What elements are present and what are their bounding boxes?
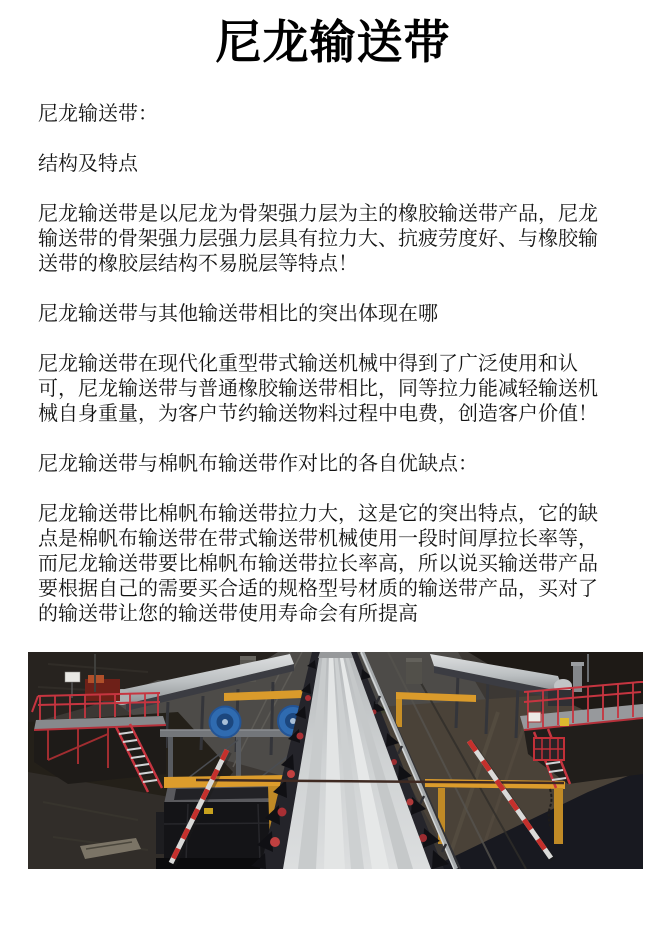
paragraph: 尼龙输送带与棉帆布输送带作对比的各自优缺点： — [38, 453, 478, 475]
paragraph: 尼龙输送带比棉帆布输送带拉力大，这是它的突出特点，它的缺点是棉帆布输送带在带式输送带机械使用一段时间厚拉长率等，而尼龙输送带要比棉帆布输送带拉长率高，所以说买输送带产品要根据自己的需要买合适的规格型号材质的输送带产品，买对了的输送带让您的输送带使用寿命会有所提高 — [38, 503, 598, 625]
paragraph: 尼龙输送带： — [38, 103, 158, 125]
conveyor-photo — [28, 652, 643, 869]
paragraph: 尼龙输送带在现代化重型带式输送机械中得到了广泛使用和认可，尼龙输送带与普通橡胶输送带相比，同等拉力能减轻输送机械自身重量，为客户节约输送物料过程中电费，创造客户价值！ — [38, 353, 598, 425]
paragraph: 尼龙输送带是以尼龙为骨架强力层为主的橡胶输送带产品，尼龙输送带的骨架强力层强力层具有拉力大、抗疲劳度好、与橡胶输送带的橡胶层结构不易脱层等特点！ — [38, 203, 598, 275]
paragraph: 尼龙输送带与其他输送带相比的突出体现在哪 — [38, 303, 438, 325]
page-title: 尼龙输送带 — [215, 16, 451, 68]
paragraph: 结构及特点 — [38, 153, 138, 175]
article — [0, 102, 666, 627]
